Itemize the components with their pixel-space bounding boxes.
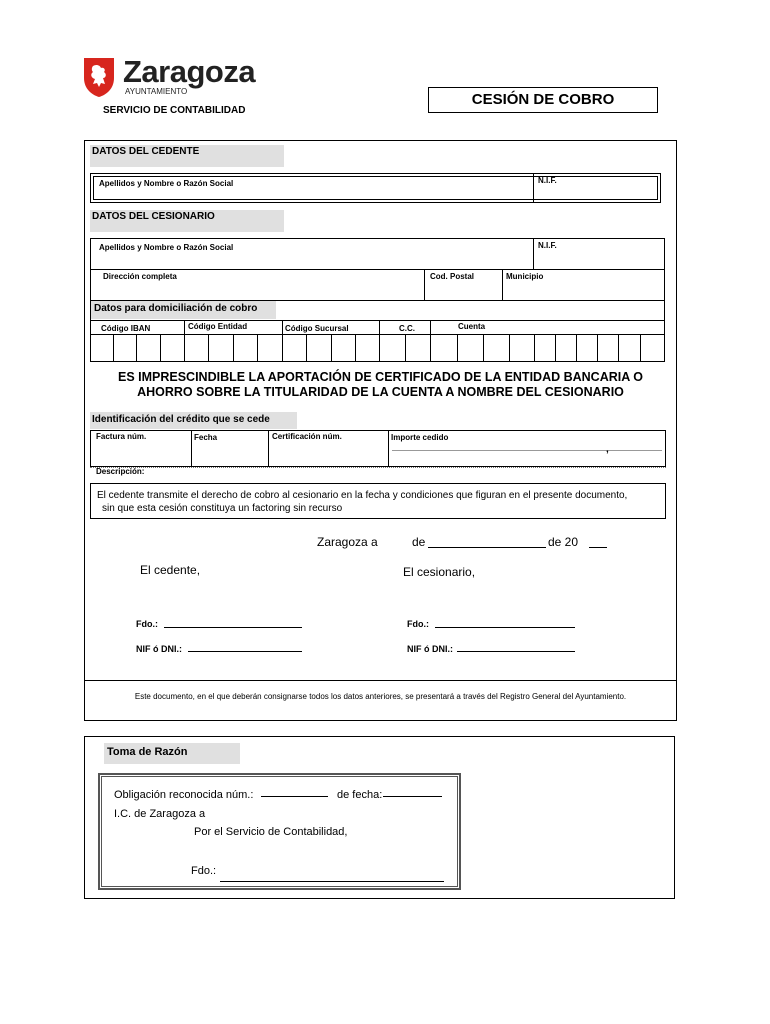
obligation-label: Obligación reconocida núm.: — [114, 789, 254, 801]
document-title-box — [428, 87, 658, 113]
amount-comma: , — [606, 444, 609, 455]
city-logo — [82, 56, 262, 102]
cesionario-nif-line[interactable] — [457, 651, 575, 652]
ic-label: I.C. de Zaragoza a — [114, 808, 206, 820]
document-title: CESIÓN DE COBRO — [471, 91, 615, 108]
cesionario-name-label[interactable]: Apellidos y Nombre o Razón Social — [99, 243, 234, 252]
notice-line-1: ES IMPRESCINDIBLE LA APORTACIÓN DE CERTIFICADO DE LA ENTIDAD BANCARIA O — [117, 370, 643, 384]
cc-label: C.C. — [399, 324, 415, 333]
month-line[interactable] — [428, 547, 546, 548]
section-cedente: DATOS DEL CEDENTE — [92, 146, 200, 157]
obligation-date-label: de fecha: — [337, 789, 383, 801]
iban-label: Código IBAN — [101, 324, 151, 333]
toma-title: Toma de Razón — [107, 746, 188, 758]
entidad-label: Código Entidad — [188, 322, 248, 331]
year-label: de 20 — [548, 535, 579, 549]
cedente-fdo-line[interactable] — [164, 627, 302, 628]
sucursal-label: Código Sucursal — [285, 324, 349, 333]
servicio-label: Por el Servicio de Contabilidad, — [194, 826, 348, 838]
cedente-nif-sign-label: NIF ó DNI.: — [136, 644, 182, 654]
cesionario-nif-label[interactable]: N.I.F. — [538, 241, 557, 250]
cuenta-label: Cuenta — [458, 322, 486, 331]
footer-note: Este documento, en el que deberán consignarse todos los datos anteriores, se presentará a través del Registro General del Ayuntamiento. — [134, 692, 627, 701]
cesionario-signature-label: El cesionario, — [403, 565, 476, 579]
logo-subtitle: AYUNTAMIENTO — [125, 87, 188, 96]
postal-code-label[interactable]: Cod. Postal — [430, 272, 475, 281]
description-label[interactable]: Descripción: — [96, 467, 145, 476]
cedente-nif-line[interactable] — [188, 651, 302, 652]
invoice-label[interactable]: Factura núm. — [96, 432, 147, 441]
section-credit: Identificación del crédito que se cede — [92, 414, 270, 425]
logo-word: Zaragoza — [123, 54, 256, 89]
coat-of-arms-icon — [82, 56, 116, 98]
de-label: de — [412, 535, 426, 549]
credit-table — [90, 430, 666, 467]
notice-line-2: AHORRO SOBRE LA TITULARIDAD DE LA CUENTA A NOMBRE DEL CESIONARIO — [137, 385, 624, 399]
cesionario-fdo-label: Fdo.: — [407, 619, 429, 629]
toma-fdo-label: Fdo.: — [191, 865, 217, 877]
obligation-line[interactable] — [261, 796, 328, 797]
cedente-fdo-label: Fdo.: — [136, 619, 158, 629]
cedente-nif-label: N.I.F. — [538, 176, 557, 185]
statement-line-2: sin que esta cesión constituya un factoring sin recurso — [102, 503, 343, 514]
cedente-signature-label: El cedente, — [140, 563, 201, 577]
address-label[interactable]: Dirección completa — [103, 272, 177, 281]
cesionario-fdo-line[interactable] — [435, 627, 575, 628]
service-name: SERVICIO DE CONTABILIDAD — [103, 105, 246, 116]
city-label[interactable]: Municipio — [506, 272, 544, 281]
certification-label[interactable]: Certificación núm. — [272, 432, 342, 441]
place-label: Zaragoza a — [317, 535, 378, 549]
year-line[interactable] — [589, 547, 607, 548]
cesionario-nif-sign-label: NIF ó DNI.: — [407, 644, 453, 654]
section-cesionario: DATOS DEL CESIONARIO — [92, 211, 215, 222]
date-label[interactable]: Fecha — [194, 433, 218, 442]
section-bank: Datos para domiciliación de cobro — [94, 303, 258, 314]
toma-fdo-line[interactable] — [220, 881, 444, 882]
obligation-date-line[interactable] — [383, 796, 442, 797]
statement-line-1: El cedente transmite el derecho de cobro al cesionario en la fecha y condiciones que figuran en el presente documento, — [97, 490, 628, 501]
amount-label[interactable]: Importe cedido — [391, 433, 449, 442]
cedente-name-label: Apellidos y Nombre o Razón Social — [99, 179, 234, 188]
